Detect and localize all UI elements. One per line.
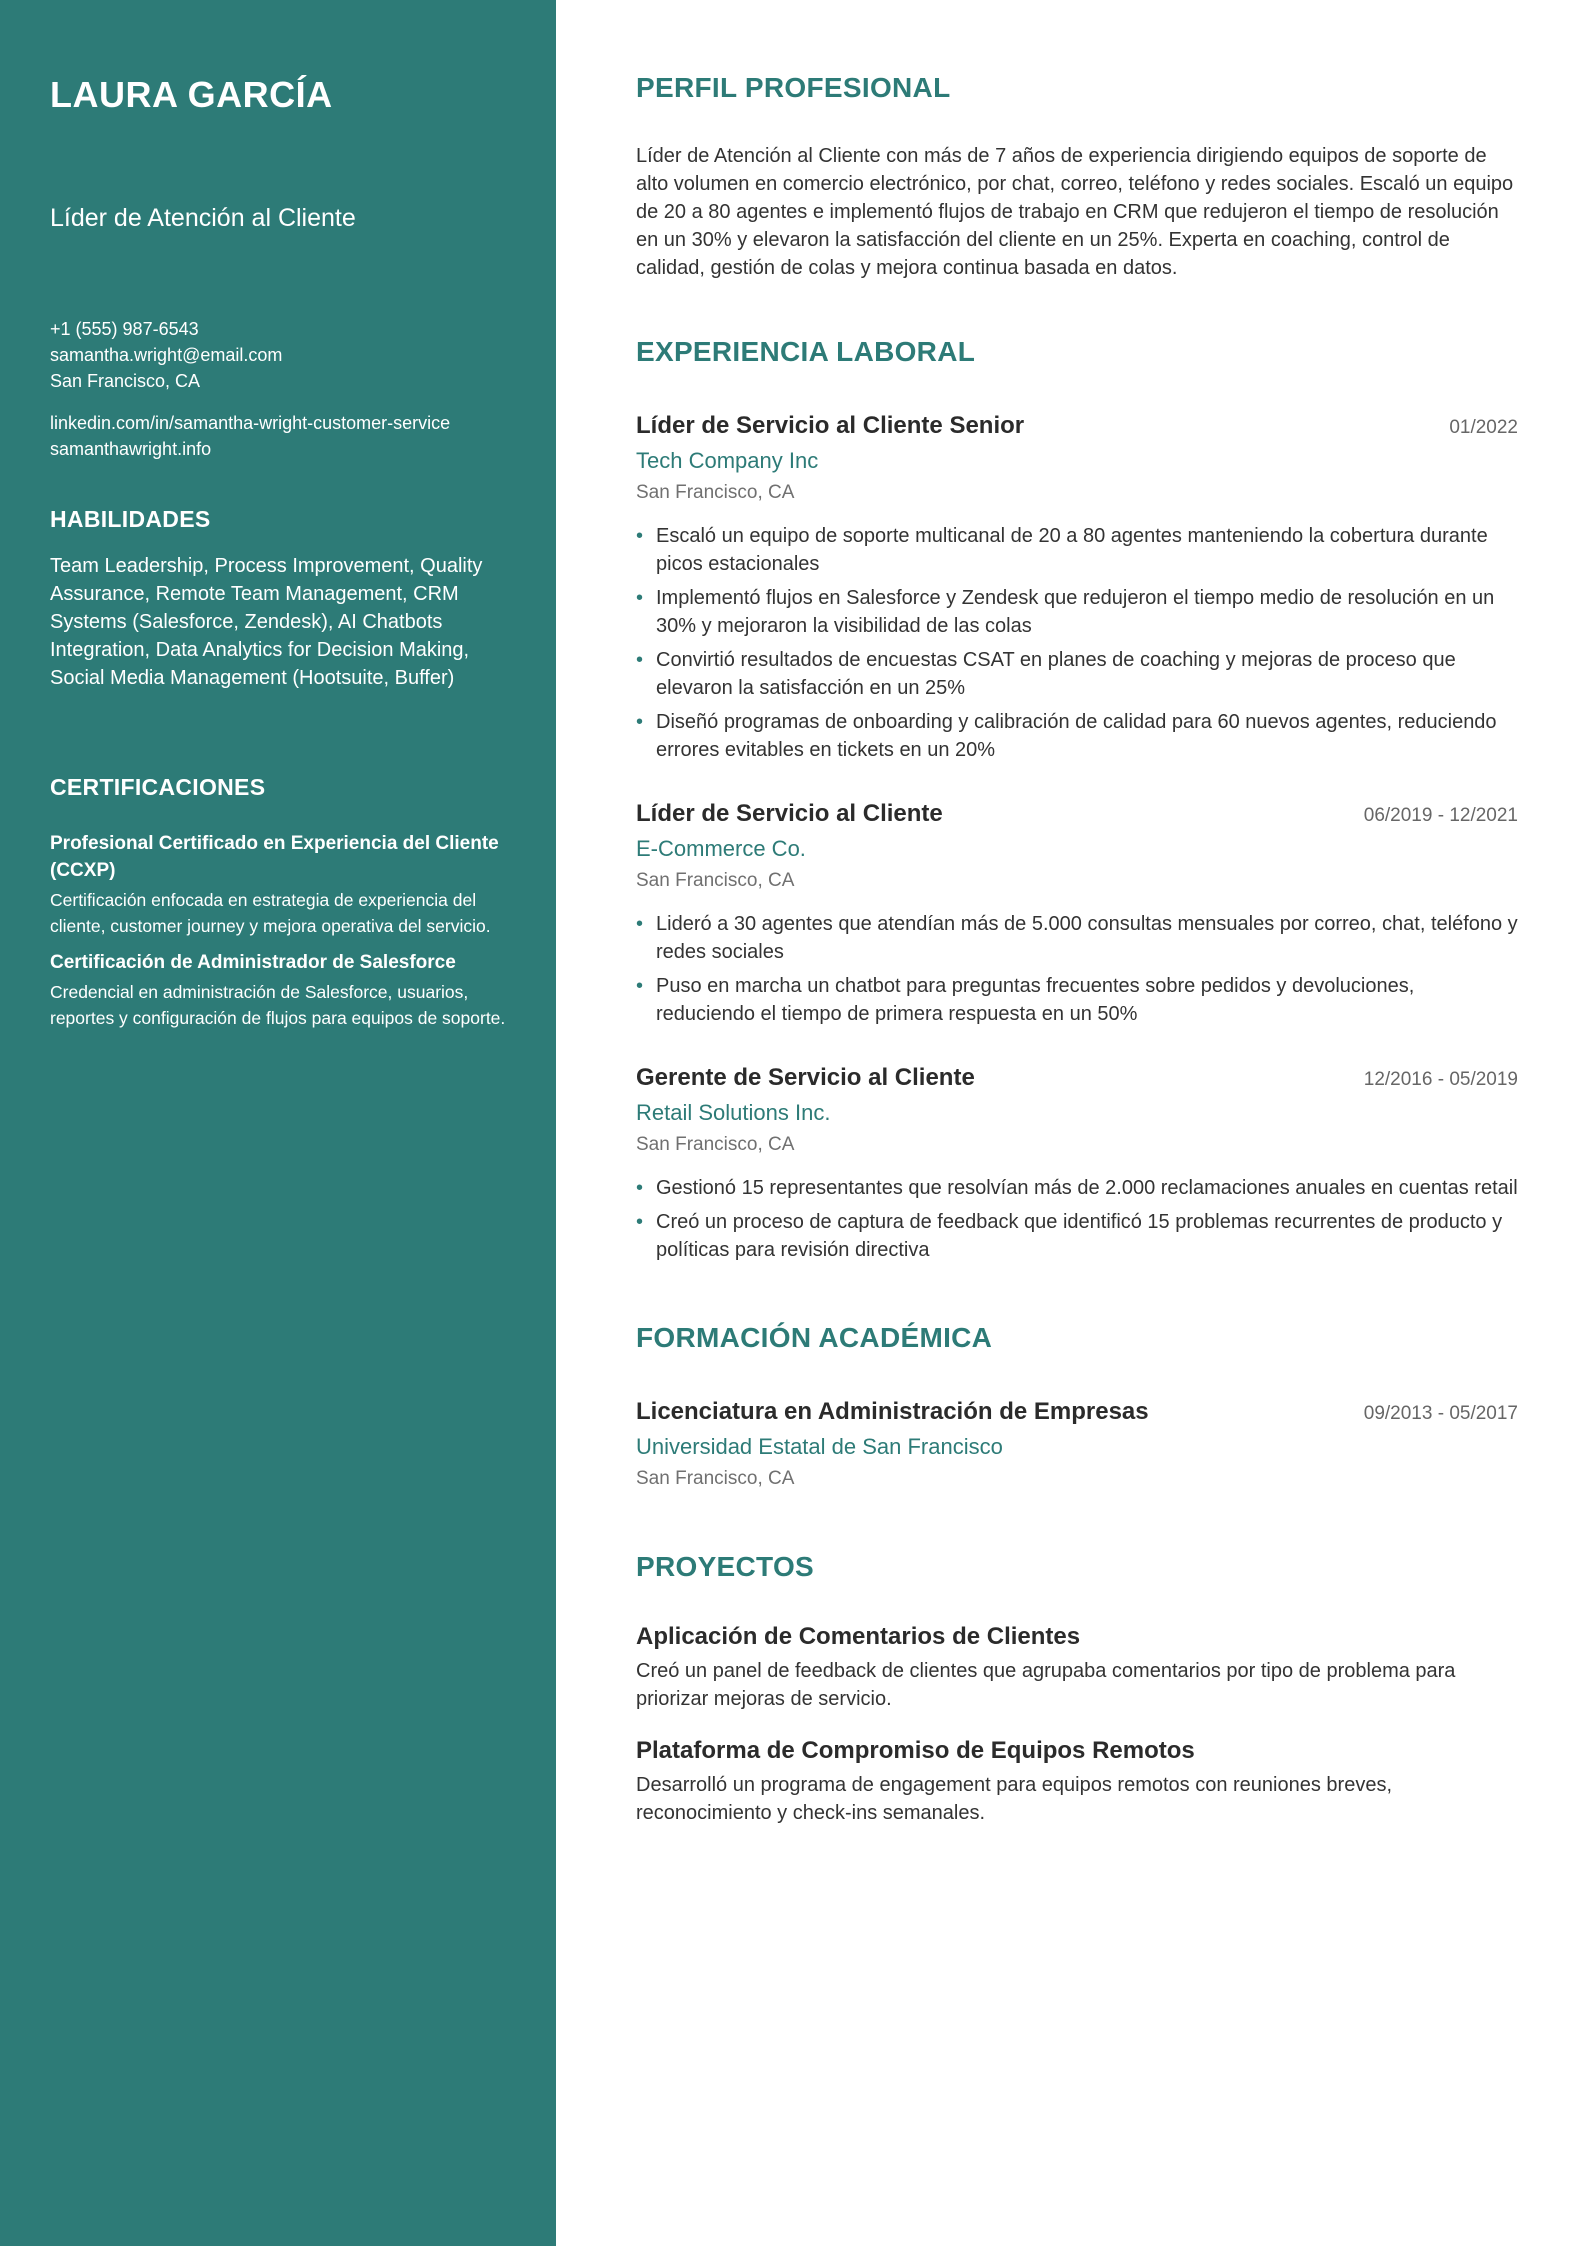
bullet-text: Implementó flujos en Salesforce y Zendesk que redujeron el tiempo medio de resolución en un 30% y mejoraron la visibilidad de las colas: [656, 587, 1495, 637]
contact-email: samantha.wright@email.com: [50, 345, 283, 365]
bullet-dot-icon: •: [636, 525, 644, 547]
bullet-dot-icon: •: [636, 975, 644, 997]
contact-linkedin: linkedin.com/in/samantha-wright-customer-service: [50, 413, 451, 433]
job-bullet: [636, 584, 1518, 640]
certification-title: Profesional Certificado en Experiencia del Cliente (CCXP): [50, 833, 499, 881]
bullet-dot-icon: •: [636, 913, 644, 935]
job-bullets: [636, 1174, 1518, 1264]
certification-item: [50, 830, 506, 939]
job-bullet: [636, 646, 1518, 702]
profile-summary: Líder de Atención al Cliente con más de 7 años de experiencia dirigiendo equipos de soporte de alto volumen en comercio electrónico, por chat, correo, teléfono y redes sociales. Escaló un equipo de 20 a 80 agentes e implementó flujos de trabajo en CRM que redujeron el tiempo de resolución en un 30% y elevaron la satisfacción del cliente en un 25%. Experta en coaching, control de calidad, gestión de colas y mejora continua basada en datos.: [636, 145, 1514, 279]
job-bullet: [636, 910, 1518, 966]
certification-description: Credencial en administración de Salesforce, usuarios, reportes y configuración de flujos para equipos de soporte.: [50, 982, 506, 1028]
job-header: [636, 798, 1518, 830]
job-header: [636, 410, 1518, 442]
bullet-dot-icon: •: [636, 711, 644, 733]
experience-heading: EXPERIENCIA LABORAL: [636, 336, 976, 367]
contact-info: [50, 316, 506, 462]
contact-website: samanthawright.info: [50, 439, 212, 459]
job-bullet: [636, 708, 1518, 764]
skills-text: Team Leadership, Process Improvement, Quality Assurance, Remote Team Management, CRM Systems (Salesforce, Zendesk), AI Chatbots Integration, Data Analytics for Decision Making, Social Media Management (Hootsuite, Buffer): [50, 555, 483, 689]
certification-description: Certificación enfocada en estrategia de experiencia del cliente, customer journey y mejora operativa del servicio.: [50, 890, 491, 936]
bullet-text: Lideró a 30 agentes que atendían más de 5.000 consultas mensuales por correo, chat, teléfono y redes sociales: [656, 913, 1518, 963]
candidate-name: LAURA GARCÍA: [50, 74, 333, 115]
job-bullet: [636, 1208, 1518, 1264]
profile-heading: PERFIL PROFESIONAL: [636, 72, 951, 103]
bullet-dot-icon: •: [636, 587, 644, 609]
bullet-text: Convirtió resultados de encuestas CSAT en planes de coaching y mejoras de proceso que elevaron la satisfacción en un 25%: [656, 649, 1456, 699]
job-date: 01/2022: [1449, 417, 1518, 438]
education-entry: [636, 1396, 1518, 1493]
project-entry: [636, 1621, 1518, 1713]
education-school: Universidad Estatal de San Francisco: [636, 1434, 1003, 1459]
job-bullets: [636, 910, 1518, 1028]
skills-heading: HABILIDADES: [50, 506, 211, 532]
job-entry: [636, 1062, 1518, 1264]
bullet-text: Diseñó programas de onboarding y calibración de calidad para 60 nuevos agentes, reduciendo errores evitables en tickets en un 20%: [656, 711, 1497, 761]
project-title: Aplicación de Comentarios de Clientes: [636, 1623, 1081, 1650]
job-bullet: [636, 1174, 1518, 1202]
project-description: Creó un panel de feedback de clientes que agrupaba comentarios por tipo de problema para priorizar mejoras de servicio.: [636, 1660, 1456, 1710]
education-location: San Francisco, CA: [636, 1468, 795, 1489]
main-content: [556, 0, 1588, 2246]
bullet-text: Gestionó 15 representantes que resolvían más de 2.000 reclamaciones anuales en cuentas retail: [656, 1177, 1518, 1199]
job-title: Líder de Servicio al Cliente Senior: [636, 412, 1025, 439]
projects-heading: PROYECTOS: [636, 1551, 815, 1582]
job-location: San Francisco, CA: [636, 870, 795, 891]
job-location: San Francisco, CA: [636, 1134, 795, 1155]
bullet-text: Creó un proceso de captura de feedback que identificó 15 problemas recurrentes de producto y políticas para revisión directiva: [656, 1211, 1503, 1261]
job-bullets: [636, 522, 1518, 764]
candidate-role: Líder de Atención al Cliente: [50, 204, 356, 232]
certification-item: [50, 949, 506, 1031]
certification-title: Certificación de Administrador de Salesforce: [50, 952, 456, 973]
certifications-heading: CERTIFICACIONES: [50, 774, 266, 800]
sidebar: [0, 0, 556, 2246]
bullet-dot-icon: •: [636, 649, 644, 671]
bullet-dot-icon: •: [636, 1211, 644, 1233]
job-location: San Francisco, CA: [636, 482, 795, 503]
job-entry: [636, 798, 1518, 1028]
project-title: Plataforma de Compromiso de Equipos Remotos: [636, 1737, 1195, 1764]
job-date: 12/2016 - 05/2019: [1363, 1069, 1518, 1090]
contact-phone: +1 (555) 987-6543: [50, 319, 199, 339]
job-bullet: [636, 972, 1518, 1028]
education-header: [636, 1396, 1518, 1428]
job-title: Gerente de Servicio al Cliente: [636, 1064, 975, 1091]
job-header: [636, 1062, 1518, 1094]
job-company: Tech Company Inc: [636, 448, 819, 473]
job-company: Retail Solutions Inc.: [636, 1100, 831, 1125]
contact-spacer: [50, 394, 506, 410]
project-entry: [636, 1735, 1518, 1827]
bullet-dot-icon: •: [636, 1177, 644, 1199]
certifications-list: [50, 830, 506, 1031]
contact-location: San Francisco, CA: [50, 371, 201, 391]
education-date: 09/2013 - 05/2017: [1363, 1403, 1518, 1424]
education-heading: FORMACIÓN ACADÉMICA: [636, 1322, 993, 1353]
bullet-text: Puso en marcha un chatbot para preguntas frecuentes sobre pedidos y devoluciones, reduciendo el tiempo de primera respuesta en un 50%: [656, 975, 1415, 1025]
job-title: Líder de Servicio al Cliente: [636, 800, 943, 827]
job-bullet: [636, 522, 1518, 578]
job-company: E-Commerce Co.: [636, 836, 806, 861]
bullet-text: Escaló un equipo de soporte multicanal de 20 a 80 agentes manteniendo la cobertura durante picos estacionales: [656, 525, 1488, 575]
job-date: 06/2019 - 12/2021: [1363, 805, 1518, 826]
job-entry: [636, 410, 1518, 764]
project-description: Desarrolló un programa de engagement para equipos remotos con reuniones breves, reconocimiento y check-ins semanales.: [636, 1774, 1393, 1824]
education-degree: Licenciatura en Administración de Empresas: [636, 1398, 1149, 1425]
